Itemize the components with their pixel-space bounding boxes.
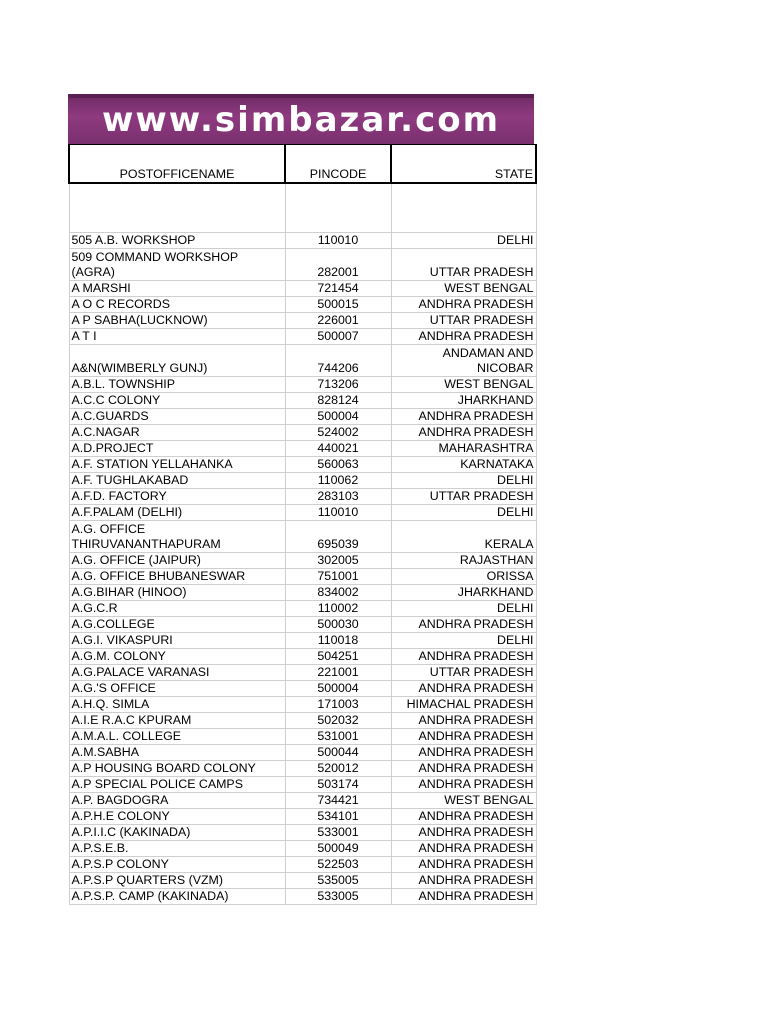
column-header-state: STATE xyxy=(391,145,536,184)
cell-postofficename: A.C.NAGAR xyxy=(69,425,285,441)
cell-state: HIMACHAL PRADESH xyxy=(391,697,536,713)
table-row xyxy=(69,409,536,425)
cell-state: UTTAR PRADESH xyxy=(391,665,536,681)
cell-pincode: 744206 xyxy=(285,345,391,377)
cell-postofficename: A.P.S.P COLONY xyxy=(69,857,285,873)
cell-postofficename: A T I xyxy=(69,329,285,345)
cell-state: UTTAR PRADESH xyxy=(391,249,536,281)
table-row xyxy=(69,585,536,601)
table-row xyxy=(69,345,536,377)
cell-state: JHARKHAND xyxy=(391,393,536,409)
cell-pincode: 283103 xyxy=(285,489,391,505)
table-row xyxy=(69,249,536,281)
cell-pincode: 500015 xyxy=(285,297,391,313)
cell-pincode: 503174 xyxy=(285,777,391,793)
post-office-table xyxy=(68,144,537,905)
cell-postofficename: 505 A.B. WORKSHOP xyxy=(69,233,285,249)
cell-postofficename: A.D.PROJECT xyxy=(69,441,285,457)
cell-state: ANDHRA PRADESH xyxy=(391,297,536,313)
cell-postofficename: A O C RECORDS xyxy=(69,297,285,313)
cell-postofficename: A.B.L. TOWNSHIP xyxy=(69,377,285,393)
table-row xyxy=(69,793,536,809)
table-row xyxy=(69,809,536,825)
empty-cell xyxy=(69,183,285,233)
table-row xyxy=(69,329,536,345)
table-row xyxy=(69,393,536,409)
table-row xyxy=(69,601,536,617)
cell-pincode: 751001 xyxy=(285,569,391,585)
cell-pincode: 500004 xyxy=(285,409,391,425)
table-row xyxy=(69,665,536,681)
cell-pincode: 560063 xyxy=(285,457,391,473)
table-row xyxy=(69,745,536,761)
cell-postofficename: A.G.COLLEGE xyxy=(69,617,285,633)
table-header-row xyxy=(69,145,536,184)
table-row xyxy=(69,489,536,505)
table-row xyxy=(69,569,536,585)
cell-state: ANDHRA PRADESH xyxy=(391,761,536,777)
cell-postofficename: A.P HOUSING BOARD COLONY xyxy=(69,761,285,777)
cell-state: ANDHRA PRADESH xyxy=(391,841,536,857)
cell-pincode: 110010 xyxy=(285,233,391,249)
cell-state: RAJASTHAN xyxy=(391,553,536,569)
cell-state: WEST BENGAL xyxy=(391,377,536,393)
cell-pincode: 440021 xyxy=(285,441,391,457)
cell-state: DELHI xyxy=(391,505,536,521)
cell-pincode: 500044 xyxy=(285,745,391,761)
cell-state: DELHI xyxy=(391,633,536,649)
table-row xyxy=(69,297,536,313)
cell-state: ANDHRA PRADESH xyxy=(391,329,536,345)
cell-postofficename: A.G.BIHAR (HINOO) xyxy=(69,585,285,601)
cell-postofficename: A.M.SABHA xyxy=(69,745,285,761)
table-row xyxy=(69,505,536,521)
cell-state: ANDHRA PRADESH xyxy=(391,777,536,793)
cell-pincode: 531001 xyxy=(285,729,391,745)
cell-postofficename: A.G.I. VIKASPURI xyxy=(69,633,285,649)
cell-pincode: 500007 xyxy=(285,329,391,345)
column-header-pincode: PINCODE xyxy=(285,145,391,184)
cell-postofficename: A.G. OFFICE THIRUVANANTHAPURAM xyxy=(69,521,285,553)
table-row xyxy=(69,713,536,729)
table-row xyxy=(69,617,536,633)
cell-pincode: 500049 xyxy=(285,841,391,857)
cell-postofficename: A.G.M. COLONY xyxy=(69,649,285,665)
cell-pincode: 221001 xyxy=(285,665,391,681)
cell-state: ANDHRA PRADESH xyxy=(391,809,536,825)
cell-pincode: 533005 xyxy=(285,889,391,905)
cell-pincode: 520012 xyxy=(285,761,391,777)
cell-postofficename: A.P.I.I.C (KAKINADA) xyxy=(69,825,285,841)
cell-postofficename: A.C.C COLONY xyxy=(69,393,285,409)
table-row xyxy=(69,841,536,857)
table-row xyxy=(69,889,536,905)
cell-state: ANDHRA PRADESH xyxy=(391,889,536,905)
cell-pincode: 110010 xyxy=(285,505,391,521)
cell-pincode: 834002 xyxy=(285,585,391,601)
cell-postofficename: A.P.S.P QUARTERS (VZM) xyxy=(69,873,285,889)
cell-pincode: 695039 xyxy=(285,521,391,553)
empty-cell xyxy=(285,183,391,233)
column-header-postofficename: POSTOFFICENAME xyxy=(69,145,285,184)
cell-state: ANDHRA PRADESH xyxy=(391,745,536,761)
cell-pincode: 734421 xyxy=(285,793,391,809)
empty-cell xyxy=(391,183,536,233)
cell-pincode: 110062 xyxy=(285,473,391,489)
cell-postofficename: A.P. BAGDOGRA xyxy=(69,793,285,809)
table-row xyxy=(69,649,536,665)
table-row xyxy=(69,729,536,745)
cell-state: UTTAR PRADESH xyxy=(391,489,536,505)
cell-pincode: 282001 xyxy=(285,249,391,281)
cell-state: KARNATAKA xyxy=(391,457,536,473)
cell-pincode: 721454 xyxy=(285,281,391,297)
table-row xyxy=(69,473,536,489)
table-row xyxy=(69,313,536,329)
cell-postofficename: A.G.'S OFFICE xyxy=(69,681,285,697)
cell-state: ANDHRA PRADESH xyxy=(391,649,536,665)
cell-pincode: 535005 xyxy=(285,873,391,889)
cell-postofficename: A.P.S.E.B. xyxy=(69,841,285,857)
table-row xyxy=(69,633,536,649)
cell-postofficename: A.F.D. FACTORY xyxy=(69,489,285,505)
cell-state: ANDHRA PRADESH xyxy=(391,825,536,841)
cell-state: DELHI xyxy=(391,601,536,617)
table-row xyxy=(69,777,536,793)
cell-pincode: 828124 xyxy=(285,393,391,409)
site-logo-text: www.simbazar.com xyxy=(101,100,501,140)
cell-postofficename: A.G. OFFICE BHUBANESWAR xyxy=(69,569,285,585)
cell-pincode: 522503 xyxy=(285,857,391,873)
cell-state: ANDHRA PRADESH xyxy=(391,713,536,729)
cell-state: WEST BENGAL xyxy=(391,793,536,809)
cell-postofficename: A.H.Q. SIMLA xyxy=(69,697,285,713)
cell-pincode: 110018 xyxy=(285,633,391,649)
cell-postofficename: A.G. OFFICE (JAIPUR) xyxy=(69,553,285,569)
cell-state: ANDAMAN AND NICOBAR xyxy=(391,345,536,377)
cell-postofficename: A.F.PALAM (DELHI) xyxy=(69,505,285,521)
cell-postofficename: 509 COMMAND WORKSHOP (AGRA) xyxy=(69,249,285,281)
cell-state: ANDHRA PRADESH xyxy=(391,857,536,873)
table-row xyxy=(69,873,536,889)
table-row xyxy=(69,761,536,777)
table-row xyxy=(69,377,536,393)
cell-postofficename: A P SABHA(LUCKNOW) xyxy=(69,313,285,329)
cell-postofficename: A.G.C.R xyxy=(69,601,285,617)
cell-state: ANDHRA PRADESH xyxy=(391,409,536,425)
table-row xyxy=(69,281,536,297)
cell-pincode: 226001 xyxy=(285,313,391,329)
table-row xyxy=(69,425,536,441)
cell-pincode: 302005 xyxy=(285,553,391,569)
cell-state: JHARKHAND xyxy=(391,585,536,601)
table-row xyxy=(69,233,536,249)
cell-postofficename: A.P.S.P. CAMP (KAKINADA) xyxy=(69,889,285,905)
cell-postofficename: A.G.PALACE VARANASI xyxy=(69,665,285,681)
cell-pincode: 533001 xyxy=(285,825,391,841)
cell-pincode: 171003 xyxy=(285,697,391,713)
cell-postofficename: A.F. STATION YELLAHANKA xyxy=(69,457,285,473)
cell-pincode: 502032 xyxy=(285,713,391,729)
cell-state: ANDHRA PRADESH xyxy=(391,729,536,745)
cell-postofficename: A.P.H.E COLONY xyxy=(69,809,285,825)
cell-postofficename: A.M.A.L. COLLEGE xyxy=(69,729,285,745)
cell-state: DELHI xyxy=(391,233,536,249)
cell-state: KERALA xyxy=(391,521,536,553)
cell-pincode: 504251 xyxy=(285,649,391,665)
cell-state: ORISSA xyxy=(391,569,536,585)
table-row xyxy=(69,521,536,553)
empty-row xyxy=(69,183,536,233)
cell-pincode: 534101 xyxy=(285,809,391,825)
cell-pincode: 500030 xyxy=(285,617,391,633)
cell-state: WEST BENGAL xyxy=(391,281,536,297)
cell-postofficename: A&N(WIMBERLY GUNJ) xyxy=(69,345,285,377)
table-row xyxy=(69,681,536,697)
table-row xyxy=(69,825,536,841)
cell-postofficename: A.C.GUARDS xyxy=(69,409,285,425)
cell-state: ANDHRA PRADESH xyxy=(391,873,536,889)
cell-postofficename: A.P SPECIAL POLICE CAMPS xyxy=(69,777,285,793)
table-row xyxy=(69,441,536,457)
cell-state: MAHARASHTRA xyxy=(391,441,536,457)
site-banner xyxy=(68,94,534,144)
cell-postofficename: A.F. TUGHLAKABAD xyxy=(69,473,285,489)
table-row xyxy=(69,457,536,473)
table-row xyxy=(69,857,536,873)
cell-state: ANDHRA PRADESH xyxy=(391,617,536,633)
cell-pincode: 713206 xyxy=(285,377,391,393)
cell-pincode: 500004 xyxy=(285,681,391,697)
cell-postofficename: A MARSHI xyxy=(69,281,285,297)
cell-postofficename: A.I.E R.A.C KPURAM xyxy=(69,713,285,729)
cell-pincode: 110002 xyxy=(285,601,391,617)
cell-pincode: 524002 xyxy=(285,425,391,441)
table-row xyxy=(69,553,536,569)
cell-state: DELHI xyxy=(391,473,536,489)
cell-state: UTTAR PRADESH xyxy=(391,313,536,329)
cell-state: ANDHRA PRADESH xyxy=(391,425,536,441)
table-row xyxy=(69,697,536,713)
cell-state: ANDHRA PRADESH xyxy=(391,681,536,697)
